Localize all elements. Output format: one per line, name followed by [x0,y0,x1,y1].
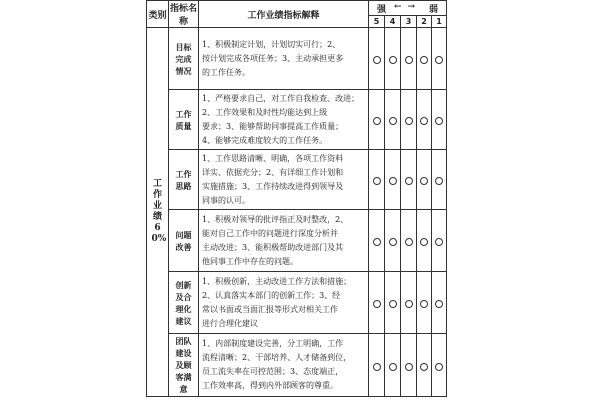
description-line: 进行合理化建议 [202,318,258,328]
category-cell [147,28,169,397]
radio-circle-icon[interactable] [405,363,413,371]
description-line: 详实、依据充分；2、有详细工作计划和 [202,167,344,177]
score-cell-5[interactable] [369,90,385,150]
radio-circle-icon[interactable] [405,300,413,308]
category-label: 工作业绩60% [151,179,167,244]
header-explanation: 工作业绩指标解释 [199,1,369,28]
description-line: 4、能够完成难度较大的工作任务。 [202,135,328,145]
indicator-label: 团队建设及顾客满意 [175,336,192,394]
score-cell-5[interactable] [369,334,385,397]
table-row [147,150,447,210]
indicator-description [199,150,369,210]
header-scale [369,1,447,16]
score-cell-4[interactable] [385,90,401,150]
header-weak: 弱 [429,5,439,15]
score-cell-3[interactable] [401,28,417,90]
score-cell-2[interactable] [417,334,432,397]
radio-circle-icon[interactable] [373,117,381,125]
score-cell-5[interactable] [369,272,385,334]
radio-circle-icon[interactable] [405,177,413,185]
description-line: 2、认真落实本部门的创新工作；3、经 [202,290,341,300]
radio-circle-icon[interactable] [389,363,397,371]
score-cell-1[interactable] [432,210,447,272]
radio-circle-icon[interactable] [435,300,443,308]
description-line: 实施措施；3、工作持续改进得到领导及 [202,181,344,191]
evaluation-table [146,0,447,397]
score-header-1: 1 [432,16,447,28]
table-row [147,28,447,90]
indicator-name [169,150,199,210]
description-line: 1、工作思路清晰、明确，各项工作资料 [202,153,344,163]
score-cell-5[interactable] [369,28,385,90]
description-line: 的工作任务。 [202,67,250,77]
radio-circle-icon[interactable] [420,117,428,125]
score-cell-2[interactable] [417,90,432,150]
radio-circle-icon[interactable] [405,117,413,125]
score-header-3: 3 [401,16,417,28]
description-line: 主动改进；3、能积极帮助改进部门及其 [202,242,344,252]
score-header-2: 2 [417,16,432,28]
score-cell-3[interactable] [401,150,417,210]
radio-circle-icon[interactable] [405,56,413,64]
indicator-description [199,28,369,90]
score-cell-4[interactable] [385,272,401,334]
radio-circle-icon[interactable] [389,238,397,246]
radio-circle-icon[interactable] [420,300,428,308]
score-cell-2[interactable] [417,210,432,272]
score-cell-4[interactable] [385,28,401,90]
score-cell-3[interactable] [401,90,417,150]
description-line: 1、积极对领导的批评指正及时整改，2、 [202,214,349,224]
radio-circle-icon[interactable] [373,363,381,371]
radio-circle-icon[interactable] [373,238,381,246]
radio-circle-icon[interactable] [435,238,443,246]
description-line: 1、内部制度建设完善，分工明确，工作 [202,339,344,348]
score-cell-2[interactable] [417,28,432,90]
score-cell-2[interactable] [417,272,432,334]
header-category: 类别 [147,1,169,28]
evaluation-form [146,0,446,400]
table-row [147,210,447,272]
description-line: 他同事工作中存在的问题。 [202,256,298,266]
score-cell-4[interactable] [385,210,401,272]
indicator-name [169,28,199,90]
table-row [147,272,447,334]
radio-circle-icon[interactable] [435,177,443,185]
indicator-label: 工作思路 [175,168,192,191]
description-line: 2、工作效果和及时性均能达到上级 [202,107,328,117]
header-strong: 强 [377,5,387,15]
score-cell-1[interactable] [432,90,447,150]
radio-circle-icon[interactable] [420,56,428,64]
radio-circle-icon[interactable] [420,177,428,185]
description-line: 流程清晰；2、干部培养、人才储备到位， [202,353,352,362]
description-line: 员工流失率在可控范围；3、态度端正， [202,367,344,376]
indicator-description [199,210,369,272]
indicator-label: 工作质量 [175,108,192,131]
radio-circle-icon[interactable] [435,56,443,64]
description-line: 1、积极制定计划，计划切实可行；2、 [202,39,341,49]
score-cell-1[interactable] [432,272,447,334]
radio-circle-icon[interactable] [435,363,443,371]
description-line: 同事的认可。 [202,195,250,205]
score-cell-2[interactable] [417,150,432,210]
radio-circle-icon[interactable] [373,56,381,64]
radio-circle-icon[interactable] [420,238,428,246]
radio-circle-icon[interactable] [389,300,397,308]
score-cell-1[interactable] [432,28,447,90]
description-line: 1、积极创新，主动改进工作方法和措施； [202,276,352,286]
indicator-description [199,334,369,397]
description-line: 要求；3、能够帮助同事提高工作质量； [202,121,344,131]
description-line: 工作效率高，得到内外部顾客的尊重。 [202,381,338,390]
radio-circle-icon[interactable] [373,300,381,308]
indicator-name [169,272,199,334]
score-cell-4[interactable] [385,334,401,397]
score-cell-4[interactable] [385,150,401,210]
description-line: 常以书面或当面汇报等形式对相关工作 [202,304,338,314]
description-line: 1、严格要求自己，对工作自我检查、改进； [202,93,360,103]
score-header-5: 5 [369,16,385,28]
description-line: 能对自己工作中的问题进行深度分析并 [202,228,338,238]
header-arrows: ←→ [393,2,422,12]
indicator-name [169,334,199,397]
score-cell-5[interactable] [369,150,385,210]
header-indicator: 指标名称 [169,1,199,28]
score-cell-1[interactable] [432,150,447,210]
score-cell-3[interactable] [401,210,417,272]
indicator-description [199,90,369,150]
score-cell-1[interactable] [432,334,447,397]
radio-circle-icon[interactable] [389,117,397,125]
score-cell-3[interactable] [401,334,417,397]
score-cell-5[interactable] [369,210,385,272]
table-row [147,90,447,150]
radio-circle-icon[interactable] [389,177,397,185]
radio-circle-icon[interactable] [373,177,381,185]
indicator-label: 创新及合理化建议 [175,279,192,326]
table-row [147,334,447,397]
indicator-label: 问题改善 [175,229,192,252]
radio-circle-icon[interactable] [420,363,428,371]
indicator-name [169,210,199,272]
indicator-description [199,272,369,334]
radio-circle-icon[interactable] [389,56,397,64]
score-header-4: 4 [385,16,401,28]
radio-circle-icon[interactable] [435,117,443,125]
indicator-name [169,90,199,150]
radio-circle-icon[interactable] [405,238,413,246]
indicator-label: 目标完成情况 [175,41,192,76]
score-cell-3[interactable] [401,272,417,334]
description-line: 按计划完成各项任务；3、主动承担更多 [202,53,344,63]
